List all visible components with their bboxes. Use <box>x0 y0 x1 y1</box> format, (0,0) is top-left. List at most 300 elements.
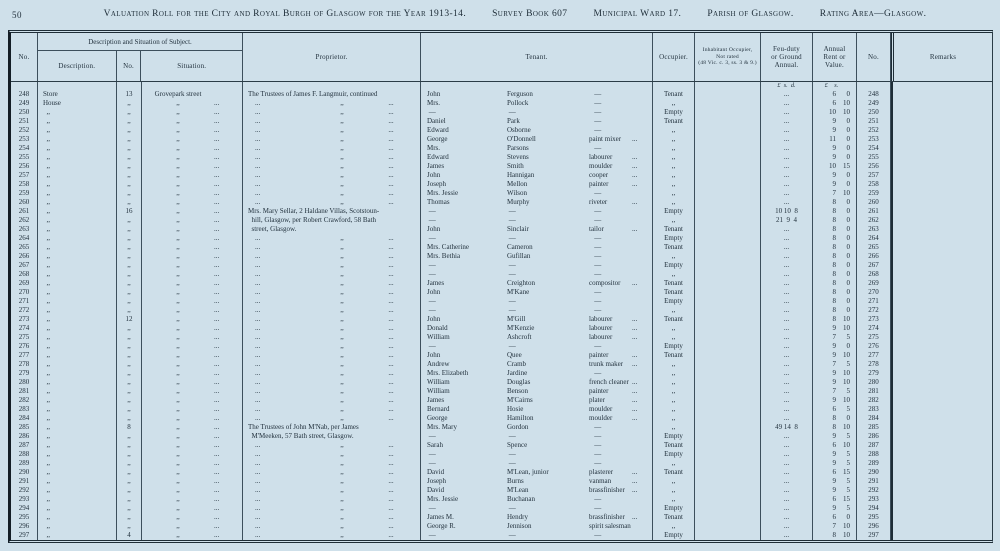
rent-pounds: 9 <box>832 450 836 458</box>
proprietor-ditto: ,, <box>340 126 344 134</box>
cell-annual-rent <box>813 477 857 486</box>
cell-occupier: Tenant <box>653 279 695 288</box>
header-remarks: Remarks <box>891 33 992 81</box>
tenant-dots: ... <box>632 279 638 287</box>
rent-pounds: 6 <box>832 99 836 107</box>
cell-remarks <box>891 189 992 198</box>
cell-remarks <box>891 414 992 423</box>
cell-entry-number-right: 293 <box>857 495 891 504</box>
cell-inhabitant-occupier <box>695 225 761 234</box>
cell-street-number: ,, <box>117 378 142 387</box>
cell-tenant <box>421 135 653 144</box>
tenant-dots <box>632 297 652 306</box>
cell-entry-number-right: 276 <box>857 342 891 351</box>
proprietor-text: ... <box>248 180 261 188</box>
situation-text: ,, <box>176 513 180 521</box>
table-row <box>11 324 992 333</box>
cell-remarks <box>891 279 992 288</box>
cell-occupier: ,, <box>653 306 695 315</box>
header-rent-line3: Value. <box>825 61 844 69</box>
header-entry-number: No. <box>11 33 38 81</box>
cell-street-number: 12 <box>117 315 142 324</box>
cell-entry-number: 250 <box>11 108 38 117</box>
cell-occupier: Tenant <box>653 90 695 99</box>
proprietor-ditto: ,, <box>340 270 344 278</box>
proprietor-dots: ... <box>388 477 394 485</box>
rent-pounds: 8 <box>832 297 836 305</box>
cell-inhabitant-occupier <box>695 414 761 423</box>
proprietor-text: ... <box>248 243 261 251</box>
situation-text: ,, <box>176 261 180 269</box>
rent-shillings: 10 <box>843 441 850 449</box>
cell-tenant <box>421 180 653 189</box>
cell-entry-number-right: 254 <box>857 144 891 153</box>
rent-pounds: 7 <box>832 189 836 197</box>
cell-proprietor <box>243 324 421 333</box>
cell-proprietor <box>243 468 421 477</box>
tenant-dots: ... <box>632 351 638 359</box>
rent-shillings: 10 <box>843 369 850 377</box>
cell-entry-number-right: 290 <box>857 468 891 477</box>
cell-feu-duty: ... <box>761 387 813 396</box>
tenant-surname: Spence <box>507 441 528 449</box>
cell-feu-duty: ... <box>761 315 813 324</box>
header-proprietor: Proprietor. <box>243 33 421 81</box>
proprietor-text: ... <box>248 369 261 377</box>
cell-remarks <box>891 153 992 162</box>
table-row <box>11 315 992 324</box>
cell-description: ,, <box>38 396 117 405</box>
tenant-surname: — <box>507 432 516 440</box>
proprietor-ditto: ,, <box>340 279 344 287</box>
table-row <box>11 441 992 450</box>
cell-entry-number: 292 <box>11 486 38 495</box>
cell-tenant <box>421 198 653 207</box>
cell-annual-rent <box>813 495 857 504</box>
tenant-forename: John <box>427 315 441 323</box>
cell-entry-number-right: 295 <box>857 513 891 522</box>
cell-occupier: Empty <box>653 108 695 117</box>
rent-shillings: 10 <box>843 522 850 530</box>
tenant-forename: Mrs. Mary <box>427 423 457 431</box>
rent-shillings: 5 <box>846 333 850 341</box>
tenant-occupation: tailor <box>589 225 604 233</box>
tenant-occupation: vanman <box>589 477 612 485</box>
cell-inhabitant-occupier <box>695 396 761 405</box>
page-title-line <box>40 9 990 19</box>
cell-occupier: Tenant <box>653 243 695 252</box>
cell-proprietor <box>243 405 421 414</box>
cell-occupier: Empty <box>653 297 695 306</box>
cell-tenant <box>421 432 653 441</box>
cell-street-number: ,, <box>117 396 142 405</box>
table-row <box>11 216 992 225</box>
cell-situation <box>142 333 243 342</box>
rent-pounds: 8 <box>832 216 836 224</box>
cell-description: ,, <box>38 405 117 414</box>
situation-text: ,, <box>176 360 180 368</box>
proprietor-text: ... <box>248 252 261 260</box>
table-row <box>11 225 992 234</box>
cell-remarks <box>891 513 992 522</box>
situation-text: ,, <box>176 351 180 359</box>
cell-description: ,, <box>38 378 117 387</box>
rent-currency-units: £ s. <box>813 82 857 90</box>
rent-shillings: 15 <box>843 495 850 503</box>
valuation-table <box>8 30 993 543</box>
tenant-surname: M'Lean <box>507 486 529 494</box>
tenant-forename: — <box>427 342 436 350</box>
cell-annual-rent <box>813 126 857 135</box>
tenant-surname: Jardine <box>507 369 528 377</box>
cell-feu-duty: ... <box>761 342 813 351</box>
cell-annual-rent <box>813 423 857 432</box>
spacer-cell <box>117 82 142 90</box>
cell-inhabitant-occupier <box>695 144 761 153</box>
tenant-surname: Cramb <box>507 360 527 368</box>
proprietor-text: ... <box>248 387 261 395</box>
cell-street-number: ,, <box>117 126 142 135</box>
proprietor-ditto: ,, <box>340 252 344 260</box>
cell-entry-number-right: 282 <box>857 396 891 405</box>
tenant-forename: Sarah <box>427 441 443 449</box>
proprietor-dots: ... <box>388 387 394 395</box>
tenant-forename: John <box>427 171 441 179</box>
tenant-occupation: — <box>589 243 602 251</box>
cell-remarks <box>891 297 992 306</box>
cell-situation <box>142 450 243 459</box>
situation-dots: ... <box>214 189 220 197</box>
situation-text: ,, <box>176 99 180 107</box>
cell-entry-number: 248 <box>11 90 38 99</box>
table-row <box>11 522 992 531</box>
cell-situation <box>142 522 243 531</box>
table-row <box>11 135 992 144</box>
tenant-occupation: — <box>589 270 602 278</box>
tenant-surname: — <box>507 504 516 512</box>
cell-description: Store <box>38 90 117 99</box>
cell-remarks <box>891 171 992 180</box>
cell-proprietor <box>243 333 421 342</box>
rent-pounds: 9 <box>832 504 836 512</box>
rent-shillings: 0 <box>846 117 850 125</box>
proprietor-text: ... <box>248 351 261 359</box>
proprietor-text: street, Glasgow. <box>248 225 297 233</box>
cell-proprietor <box>243 153 421 162</box>
tenant-surname: Hamilton <box>507 414 534 422</box>
situation-dots: ... <box>214 243 220 251</box>
situation-dots: ... <box>214 351 220 359</box>
rent-pounds: 10 <box>829 162 836 170</box>
cell-description: ,, <box>38 279 117 288</box>
cell-entry-number-right: 297 <box>857 531 891 540</box>
header-inhabitant-line2: Not rated <box>716 53 739 60</box>
cell-annual-rent <box>813 378 857 387</box>
tenant-forename: — <box>427 297 436 305</box>
cell-occupier: ,, <box>653 216 695 225</box>
cell-annual-rent <box>813 387 857 396</box>
rent-pounds: 8 <box>832 270 836 278</box>
situation-text: ,, <box>176 342 180 350</box>
cell-occupier: ,, <box>653 126 695 135</box>
rent-pounds: 9 <box>832 126 836 134</box>
cell-proprietor <box>243 99 421 108</box>
proprietor-dots: ... <box>388 324 394 332</box>
cell-situation <box>142 279 243 288</box>
tenant-surname: Wilson <box>507 189 527 197</box>
proprietor-text: ... <box>248 279 261 287</box>
cell-occupier: ,, <box>653 396 695 405</box>
tenant-dots <box>632 126 652 135</box>
tenant-occupation: — <box>589 90 602 98</box>
tenant-surname: — <box>507 108 516 116</box>
rent-pounds: 8 <box>832 252 836 260</box>
cell-description: ,, <box>38 261 117 270</box>
table-row <box>11 495 992 504</box>
cell-situation <box>142 261 243 270</box>
cell-occupier: Tenant <box>653 288 695 297</box>
cell-street-number: ,, <box>117 225 142 234</box>
rent-shillings: 5 <box>846 360 850 368</box>
tenant-dots: ... <box>632 171 638 179</box>
cell-annual-rent <box>813 180 857 189</box>
header-inhabitant-line3: (48 Vic. c. 3, ss. 3 & 9.) <box>698 60 757 67</box>
cell-occupier: ,, <box>653 270 695 279</box>
rent-pounds: 8 <box>832 243 836 251</box>
tenant-surname: Murphy <box>507 198 530 206</box>
cell-annual-rent <box>813 513 857 522</box>
cell-annual-rent <box>813 486 857 495</box>
proprietor-ditto: ,, <box>340 450 344 458</box>
cell-entry-number-right: 283 <box>857 405 891 414</box>
rent-pounds: 8 <box>832 531 836 539</box>
spacer-cell <box>243 82 421 90</box>
tenant-dots: ... <box>632 468 638 476</box>
spacer-cell <box>695 82 761 90</box>
proprietor-text: ... <box>248 414 261 422</box>
rent-pounds: 8 <box>832 315 836 323</box>
proprietor-ditto: ,, <box>340 504 344 512</box>
cell-entry-number: 262 <box>11 216 38 225</box>
cell-feu-duty: ... <box>761 378 813 387</box>
situation-text: ,, <box>176 288 180 296</box>
cell-proprietor <box>243 144 421 153</box>
cell-description: ,, <box>38 333 117 342</box>
situation-dots: ... <box>214 261 220 269</box>
proprietor-dots: ... <box>388 504 394 512</box>
cell-occupier: Tenant <box>653 225 695 234</box>
tenant-occupation: — <box>589 369 602 377</box>
cell-remarks <box>891 108 992 117</box>
cell-inhabitant-occupier <box>695 378 761 387</box>
cell-street-number: ,, <box>117 216 142 225</box>
proprietor-dots: ... <box>388 126 394 134</box>
cell-entry-number-right: 260 <box>857 198 891 207</box>
cell-description: ,, <box>38 135 117 144</box>
cell-inhabitant-occupier <box>695 243 761 252</box>
cell-tenant <box>421 387 653 396</box>
cell-entry-number-right: 270 <box>857 288 891 297</box>
proprietor-text: ... <box>248 360 261 368</box>
proprietor-dots: ... <box>388 486 394 494</box>
cell-tenant <box>421 261 653 270</box>
cell-situation <box>142 378 243 387</box>
cell-street-number: ,, <box>117 135 142 144</box>
cell-proprietor <box>243 351 421 360</box>
tenant-occupation: moulder <box>589 414 613 422</box>
cell-remarks <box>891 216 992 225</box>
proprietor-ditto: ,, <box>340 99 344 107</box>
cell-street-number: ,, <box>117 486 142 495</box>
cell-remarks <box>891 126 992 135</box>
cell-inhabitant-occupier <box>695 495 761 504</box>
spacer-cell <box>38 82 117 90</box>
tenant-surname: M'Kane <box>507 288 530 296</box>
cell-inhabitant-occupier <box>695 189 761 198</box>
tenant-occupation: plater <box>589 396 605 404</box>
cell-street-number: ,, <box>117 369 142 378</box>
cell-occupier: ,, <box>653 477 695 486</box>
tenant-surname: Hendry <box>507 513 528 521</box>
proprietor-dots: ... <box>388 405 394 413</box>
cell-remarks <box>891 423 992 432</box>
table-row <box>11 504 992 513</box>
cell-occupier: ,, <box>653 378 695 387</box>
situation-dots: ... <box>214 99 220 107</box>
proprietor-ditto: ,, <box>340 243 344 251</box>
cell-entry-number: 283 <box>11 405 38 414</box>
tenant-forename: — <box>427 450 436 458</box>
cell-occupier: ,, <box>653 360 695 369</box>
tenant-dots <box>632 99 652 108</box>
cell-inhabitant-occupier <box>695 108 761 117</box>
tenant-forename: Mrs. Elizabeth <box>427 369 469 377</box>
proprietor-dots: ... <box>388 243 394 251</box>
cell-proprietor <box>243 495 421 504</box>
cell-proprietor <box>243 459 421 468</box>
proprietor-dots: ... <box>388 468 394 476</box>
spacer-cell <box>653 82 695 90</box>
cell-remarks <box>891 207 992 216</box>
cell-inhabitant-occupier <box>695 360 761 369</box>
rent-shillings: 0 <box>846 414 850 422</box>
cell-street-number: ,, <box>117 234 142 243</box>
cell-occupier: ,, <box>653 324 695 333</box>
cell-proprietor <box>243 450 421 459</box>
cell-inhabitant-occupier <box>695 432 761 441</box>
cell-entry-number-right: 291 <box>857 477 891 486</box>
tenant-surname: Ashcroft <box>507 333 532 341</box>
cell-inhabitant-occupier <box>695 324 761 333</box>
situation-text: ,, <box>176 180 180 188</box>
rent-pounds: 6 <box>832 513 836 521</box>
tenant-forename: James M. <box>427 513 454 521</box>
situation-dots: ... <box>214 360 220 368</box>
cell-remarks <box>891 441 992 450</box>
header-inhabitant-occupier <box>695 33 761 81</box>
tenant-dots: ... <box>632 513 638 521</box>
proprietor-dots: ... <box>388 153 394 161</box>
rent-pounds: 6 <box>832 441 836 449</box>
cell-proprietor <box>243 360 421 369</box>
situation-dots: ... <box>214 324 220 332</box>
cell-proprietor <box>243 234 421 243</box>
cell-entry-number: 249 <box>11 99 38 108</box>
tenant-dots: ... <box>632 333 638 341</box>
tenant-occupation: — <box>589 144 602 152</box>
cell-inhabitant-occupier <box>695 522 761 531</box>
rent-shillings: 10 <box>843 378 850 386</box>
cell-entry-number: 290 <box>11 468 38 477</box>
situation-text: ,, <box>176 270 180 278</box>
situation-dots: ... <box>214 513 220 521</box>
cell-proprietor <box>243 486 421 495</box>
proprietor-text: ... <box>248 234 261 242</box>
rent-pounds: 9 <box>832 153 836 161</box>
proprietor-ditto: ,, <box>340 369 344 377</box>
header-group-label: Description and Situation of Subject. <box>38 33 242 51</box>
cell-entry-number-right: 275 <box>857 333 891 342</box>
cell-street-number: ,, <box>117 522 142 531</box>
cell-situation <box>142 342 243 351</box>
proprietor-ditto: ,, <box>340 405 344 413</box>
cell-description: House <box>38 99 117 108</box>
situation-text: ,, <box>176 216 180 224</box>
cell-occupier: ,, <box>653 333 695 342</box>
cell-entry-number-right: 280 <box>857 378 891 387</box>
cell-description: ,, <box>38 414 117 423</box>
tenant-surname: M'Kenzie <box>507 324 535 332</box>
tenant-occupation: painter <box>589 351 609 359</box>
tenant-occupation: brassfinisher <box>589 486 625 494</box>
cell-situation <box>142 207 243 216</box>
proprietor-text: ... <box>248 162 261 170</box>
cell-proprietor <box>243 135 421 144</box>
cell-street-number: ,, <box>117 351 142 360</box>
tenant-surname: M'Cairns <box>507 396 533 404</box>
cell-situation <box>142 234 243 243</box>
proprietor-ditto: ,, <box>340 522 344 530</box>
tenant-surname: — <box>507 234 516 242</box>
spacer-cell <box>11 82 38 90</box>
tenant-dots <box>632 189 652 198</box>
cell-entry-number: 273 <box>11 315 38 324</box>
rent-shillings: 0 <box>846 270 850 278</box>
tenant-occupation: — <box>589 261 602 269</box>
cell-feu-duty: ... <box>761 513 813 522</box>
cell-feu-duty: ... <box>761 396 813 405</box>
cell-feu-duty: ... <box>761 351 813 360</box>
rent-shillings: 0 <box>846 207 850 215</box>
cell-annual-rent <box>813 351 857 360</box>
tenant-occupation: moulder <box>589 162 613 170</box>
proprietor-dots: ... <box>388 495 394 503</box>
cell-situation <box>142 387 243 396</box>
tenant-dots: ... <box>632 153 638 161</box>
rating-area-label: Rating Area—Glasgow. <box>819 9 927 19</box>
cell-tenant <box>421 216 653 225</box>
situation-text: ,, <box>176 315 180 323</box>
cell-entry-number: 294 <box>11 504 38 513</box>
cell-situation <box>142 486 243 495</box>
table-row <box>11 459 992 468</box>
cell-situation <box>142 180 243 189</box>
tenant-surname: Mellon <box>507 180 528 188</box>
cell-inhabitant-occupier <box>695 468 761 477</box>
cell-annual-rent <box>813 198 857 207</box>
cell-entry-number: 279 <box>11 369 38 378</box>
cell-feu-duty: ... <box>761 360 813 369</box>
